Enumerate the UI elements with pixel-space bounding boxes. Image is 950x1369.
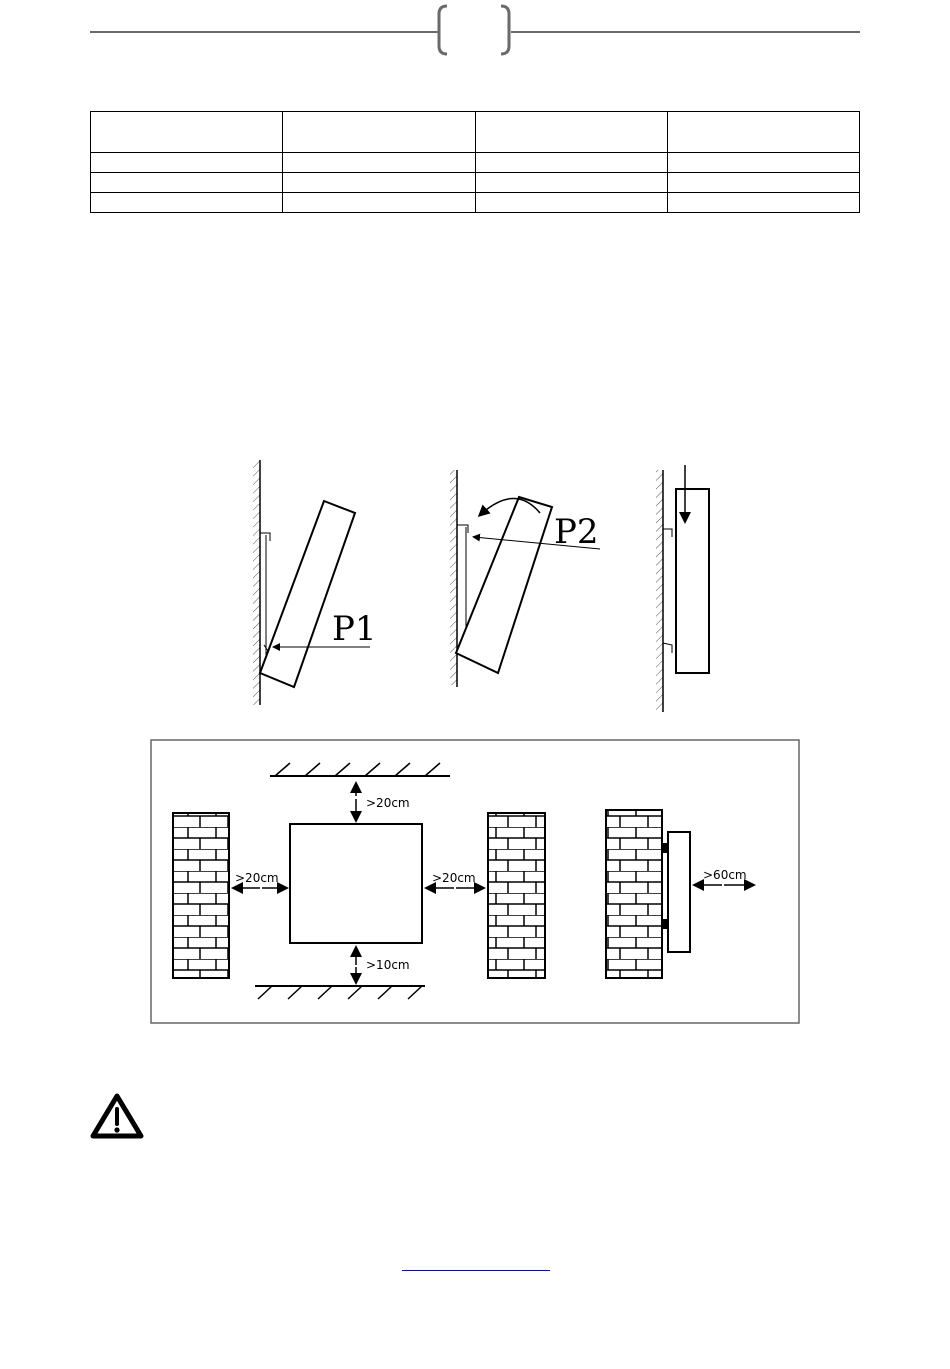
table-cell xyxy=(283,173,475,193)
step1-diagram xyxy=(253,460,377,705)
hook-top xyxy=(260,533,270,541)
unit-tilted xyxy=(456,497,552,673)
right-clearance-label: >20cm xyxy=(432,871,476,885)
table-cell xyxy=(91,153,283,173)
bottom-clearance-label: >10cm xyxy=(366,958,410,972)
table-cell xyxy=(475,173,667,193)
step3-diagram xyxy=(656,465,709,712)
step1-label: P1 xyxy=(332,609,377,649)
spec-table xyxy=(90,111,860,213)
table-row xyxy=(91,153,860,173)
table-cell xyxy=(283,193,475,213)
table-cell xyxy=(91,193,283,213)
table-row xyxy=(91,173,860,193)
table-header-row xyxy=(91,112,860,153)
table-cell xyxy=(667,173,859,193)
header-rule-right xyxy=(511,31,860,33)
unit-side-view xyxy=(668,832,690,952)
unit-tilted xyxy=(260,501,355,687)
left-clearance-label: >20cm xyxy=(235,871,279,885)
hook-bottom xyxy=(663,643,672,653)
table-cell xyxy=(475,112,667,153)
unit-front-view xyxy=(290,824,422,943)
right-brick-wall xyxy=(488,813,545,978)
page-number-badge xyxy=(437,4,511,56)
table-cell xyxy=(667,112,859,153)
side-view-brick-wall xyxy=(606,810,662,978)
top-clearance-label: >20cm xyxy=(366,796,410,810)
clearance-figure xyxy=(150,739,800,1025)
table-cell xyxy=(283,112,475,153)
table-cell xyxy=(283,153,475,173)
wall-hatch xyxy=(656,470,663,712)
table-cell xyxy=(475,153,667,173)
mounting-steps-figure xyxy=(240,455,730,720)
table-row xyxy=(91,193,860,213)
front-clearance-label: >60cm xyxy=(703,868,747,882)
unit-mounted xyxy=(676,489,709,673)
table-cell xyxy=(91,112,283,153)
footer-link[interactable] xyxy=(402,1258,550,1271)
step2-label: P2 xyxy=(554,512,599,552)
wall-hatch xyxy=(253,460,260,705)
table-cell xyxy=(475,193,667,213)
mount-bracket-top xyxy=(662,843,669,853)
header-rule-left xyxy=(90,31,438,33)
table-cell xyxy=(91,173,283,193)
table-cell xyxy=(667,153,859,173)
hook-top xyxy=(663,529,672,537)
table-cell xyxy=(667,193,859,213)
warning-triangle-icon xyxy=(90,1092,144,1140)
step2-diagram xyxy=(450,470,600,687)
mount-bracket-bottom xyxy=(662,919,669,929)
left-brick-wall xyxy=(173,813,229,978)
